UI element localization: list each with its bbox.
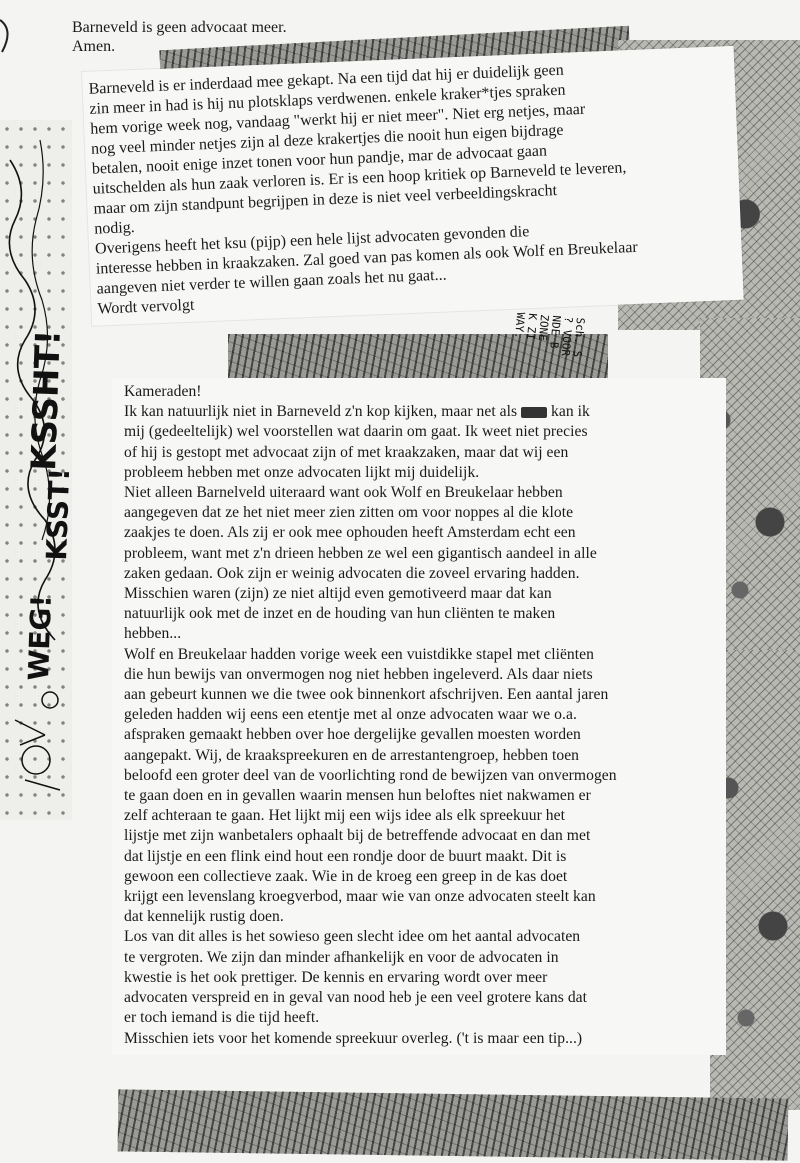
collage-strip-bottom xyxy=(118,1089,789,1160)
handwritten-note-text: Sch. S ? VOOR NDE B ZONE K ZI WAY. xyxy=(511,311,587,358)
handwritten-note xyxy=(509,312,586,374)
redacted-name-mark xyxy=(521,407,547,418)
letter-first-line-end: kan ik xyxy=(547,403,590,421)
intro-line-1: Barneveld is geen advocaat meer. xyxy=(72,19,287,36)
graffiti-ksst: KSST! xyxy=(40,467,77,562)
letter-first-line xyxy=(124,402,720,422)
graffiti-ksst-large: KSSHT! xyxy=(24,329,69,472)
graffiti-weg: WEG! xyxy=(22,594,58,682)
letter-greeting: Kameraden! xyxy=(124,383,202,400)
letter-body: mij (gedeeltelijk) wel voorstellen wat daarin om gaat. Ik weet niet precies of hij is gestopt met advocaat zijn of met kraakzaken, maar dat wij een probleem hebben met onze advocaten lijkt mij duidelijk. Niet alleen Barnelveld uiteraard want ook Wolf en Breukelaar hebben aangegeven dat ze het niet meer zien zitten om voor noppes al die klote zaakjes te doen. Als zij er ook mee ophouden heeft Amsterdam echt een probleem, want met z'n drieen hebben ze wel een gigantisch aandeel in alle zaken gedaan. Ook zijn er weinig advocaten die zoveel ervaring hadden. Misschien waren (zijn) ze niet altijd even gemotiveerd maar dat kan natuurlijk ook met de inzet en de houding van hun cliënten te maken hebben... Wolf en Breukelaar hadden vorige week een vuistdikke stapel met cliënten die hun bewijs van onvermogen nog niet hebben ingeleverd. Als daar niets aan gebeurt kunnen we die twee ook binnenkort afschrijven. Een aantal jaren geleden hadden wij eens een etentje met al onze advocaten waar we o.a. afspraken gemaakt hebben over hoe dergelijke gevallen moesten worden aangepakt. Wij, de kraakspreekuren en de arrestantengroep, hebben toen beloofd een groter deel van de voorlichting rond de bewijzen van onvermogen te gaan doen en in gevallen waarin mensen hun beloftes niet nakwamen er zelf achteraan te gaan. Het lijkt mij een wijs idee als elk spreekuur het lijstje met zijn wanbetalers ophaalt bij de betreffende advocaat en dan met dat lijstje en een flink eind hout een rondje door de buurt maakt. Dit is gewoon een collectieve zaak. Wie in de kroeg een greep in de kas doet krijgt een levenslang kroegverbod, maar wie van onze advocaten steelt kan dat kennelijk rustig doen. Los van dit alles is het sowieso geen slecht idee om het aantal advocaten te vergroten. We zijn dan minder afhankelijk en voor de advocaten in kwestie is het ook prettiger. De kennis en ervaring wordt over meer advocaten verspreid en in geval van nood heb je een veel grotere kans dat er toch iemand is die tijd heeft. Misschien iets voor het komende spreekuur overleg. ('t is maar een tip...) xyxy=(124,423,617,1047)
letter-first-line-start: Ik kan natuurlijk niet in Barneveld z'n kop kijken, maar net als xyxy=(124,403,522,421)
article-1-text: Barneveld is er inderdaad mee gekapt. Na een tijd dat hij er duidelijk geen zin meer in had is hij nu plotsklaps verdwenen. enkele kraker*tjes spraken hem vorige week nog, vandaag "werkt hij er niet meer". Niet erg netjes, maar nog veel minder netjes zijn al deze krakertjes die nooit hun eigen bijdrage betalen, nooit enige inzet tonen voor hun pandje, mar de advocaat gaan uitschelden als hun zaak verloren is. Er is een hoop kritiek op Barneveld te leveren, maar om zijn standpunt begrijpen in deze is niet veel verbeeldingskracht nodig. Overigens heeft het ksu (pijp) een hele lijst advocaten gevonden die interesse hebben in kraakzaken. Zal goed van pas komen als ook Wolf en Breukelaar aangeven niet verder te willen gaan zoals het nu gaat... Wordt vervolgt xyxy=(88,61,639,318)
intro-line-2: Amen. xyxy=(72,38,116,55)
article-letter-2 xyxy=(112,378,726,1055)
article-clipping-1 xyxy=(82,46,744,326)
intro-heading xyxy=(72,18,392,56)
